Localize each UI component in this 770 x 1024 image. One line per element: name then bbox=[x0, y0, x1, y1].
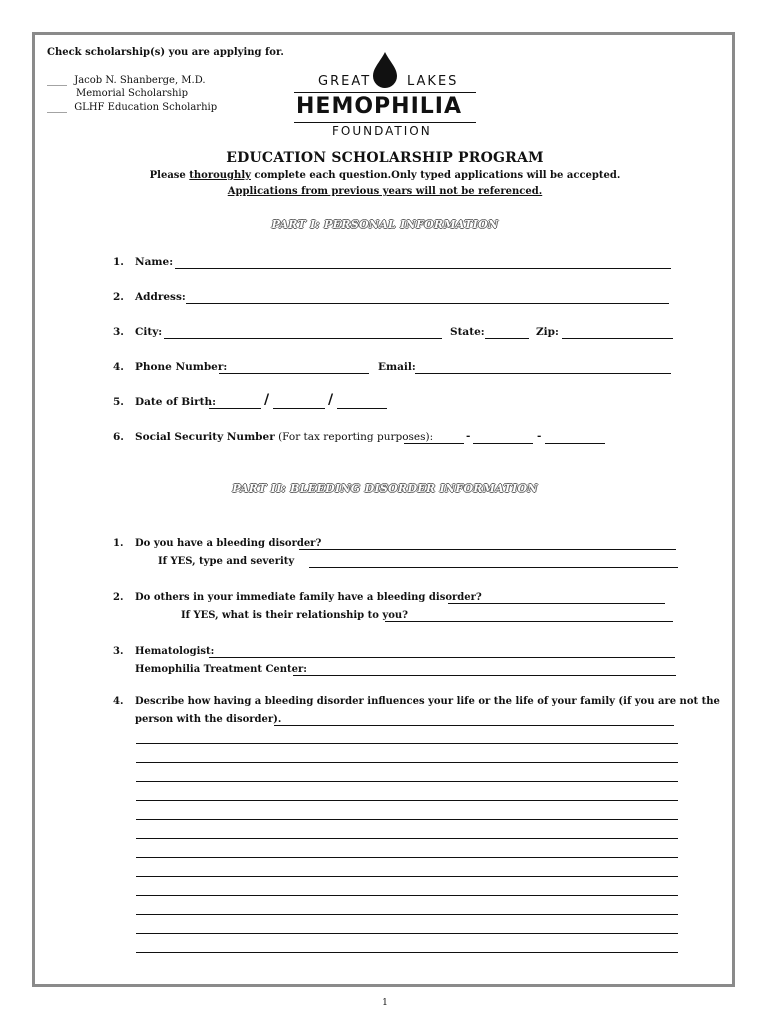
email-label: Email: bbox=[378, 361, 416, 373]
p2-q4-line2: person with the disorder). bbox=[135, 714, 282, 725]
instructions-line-1 bbox=[0, 170, 770, 181]
answer-line[interactable] bbox=[136, 838, 678, 839]
state-field[interactable] bbox=[485, 338, 529, 339]
question-number: 2. bbox=[113, 291, 124, 303]
field-label: Name: bbox=[135, 256, 174, 268]
logo-rule-top bbox=[294, 92, 476, 93]
field-label: Hematologist: bbox=[135, 646, 215, 657]
q3-city-row bbox=[113, 326, 162, 338]
page-number: 1 bbox=[382, 998, 388, 1008]
field-label: Phone Number: bbox=[135, 361, 228, 373]
logo-word-foundation: FOUNDATION bbox=[332, 124, 432, 138]
p2-q3-row bbox=[113, 646, 214, 657]
answer-line[interactable] bbox=[136, 857, 678, 858]
p2-q1-sub-label: If YES, type and severity bbox=[158, 556, 295, 567]
question-number: 4. bbox=[113, 361, 124, 373]
instructions-text: complete each question.Only typed applications will be accepted. bbox=[250, 170, 621, 181]
dob-year-field[interactable] bbox=[337, 408, 387, 409]
hematologist-field[interactable] bbox=[209, 657, 675, 658]
scholarship-option-shanberge[interactable] bbox=[47, 75, 206, 86]
ssn-separator: - bbox=[466, 430, 471, 442]
logo-rule-bottom bbox=[294, 122, 476, 123]
q5-dob-row bbox=[113, 396, 216, 408]
instructions-line-2: Applications from previous years will not be referenced. bbox=[227, 186, 543, 197]
answer-line[interactable] bbox=[136, 743, 678, 744]
address-field[interactable] bbox=[186, 303, 669, 304]
scholarship-option-glhf[interactable] bbox=[47, 102, 217, 113]
p2-q3-sub-label: Hemophilia Treatment Center: bbox=[135, 664, 307, 675]
field-label: Describe how having a bleeding disorder influences your life or the life of your family (if you are not the bbox=[135, 696, 720, 707]
part1-heading: PART I: PERSONAL INFORMATION bbox=[271, 218, 499, 231]
dob-month-field[interactable] bbox=[209, 408, 261, 409]
p2-q2-sub-label: If YES, what is their relationship to you? bbox=[181, 610, 409, 621]
q4-phone-row bbox=[113, 361, 227, 373]
question-number: 5. bbox=[113, 396, 124, 408]
field-note: (For tax reporting purposes): bbox=[274, 431, 434, 443]
answer-line[interactable] bbox=[136, 895, 678, 896]
ssn-separator: - bbox=[537, 430, 542, 442]
foundation-logo bbox=[292, 50, 478, 142]
ssn-part3-field[interactable] bbox=[545, 443, 605, 444]
description-first-line[interactable] bbox=[274, 725, 674, 726]
part2-heading: PART II: BLEEDING DISORDER INFORMATION bbox=[232, 482, 538, 495]
answer-line[interactable] bbox=[136, 952, 678, 953]
logo-word-great: GREAT bbox=[318, 74, 372, 89]
p2-q2-row bbox=[113, 592, 482, 603]
treatment-center-field[interactable] bbox=[293, 675, 676, 676]
option-label: Jacob N. Shanberge, M.D. bbox=[74, 75, 206, 86]
q2-address-row bbox=[113, 291, 186, 303]
answer-line[interactable] bbox=[136, 876, 678, 877]
option-label-continued: Memorial Scholarship bbox=[76, 88, 189, 99]
blood-drop-icon bbox=[368, 50, 402, 90]
p2-q1-row bbox=[113, 538, 321, 549]
option-label: GLHF Education Scholarhip bbox=[74, 102, 218, 113]
relationship-field[interactable] bbox=[385, 621, 673, 622]
dob-separator: / bbox=[328, 392, 334, 408]
answer-line[interactable] bbox=[136, 914, 678, 915]
instructions-emphasis: thoroughly bbox=[189, 170, 251, 181]
answer-line[interactable] bbox=[136, 800, 678, 801]
dob-day-field[interactable] bbox=[273, 408, 325, 409]
state-label: State: bbox=[450, 326, 485, 338]
name-field[interactable] bbox=[175, 268, 671, 269]
question-number: 3. bbox=[113, 326, 124, 338]
field-label: Address: bbox=[135, 291, 186, 303]
question-number: 3. bbox=[113, 646, 124, 657]
bleeding-disorder-field[interactable] bbox=[299, 549, 676, 550]
answer-line[interactable] bbox=[136, 933, 678, 934]
instructions-text: Please bbox=[149, 170, 190, 181]
question-number: 6. bbox=[113, 431, 124, 443]
q6-ssn-row bbox=[113, 431, 433, 443]
page-title: EDUCATION SCHOLARSHIP PROGRAM bbox=[226, 150, 544, 166]
question-number: 1. bbox=[113, 256, 124, 268]
scholarship-check-label: Check scholarship(s) you are applying for. bbox=[47, 47, 284, 58]
question-number: 2. bbox=[113, 592, 124, 603]
question-number: 1. bbox=[113, 538, 124, 549]
field-label: City: bbox=[135, 326, 163, 338]
email-field[interactable] bbox=[415, 373, 671, 374]
city-field[interactable] bbox=[164, 338, 442, 339]
zip-field[interactable] bbox=[562, 338, 673, 339]
answer-line[interactable] bbox=[136, 781, 678, 782]
field-label: Do you have a bleeding disorder? bbox=[135, 538, 322, 549]
zip-label: Zip: bbox=[536, 326, 559, 338]
logo-word-lakes: LAKES bbox=[407, 74, 459, 89]
ssn-part2-field[interactable] bbox=[473, 443, 533, 444]
field-label: Social Security Number bbox=[135, 431, 275, 443]
p2-q4-row bbox=[113, 696, 720, 707]
logo-word-hemophilia: HEMOPHILIA bbox=[296, 94, 462, 119]
phone-field[interactable] bbox=[219, 373, 369, 374]
ssn-part1-field[interactable] bbox=[404, 443, 464, 444]
type-severity-field[interactable] bbox=[309, 567, 678, 568]
q1-name-row bbox=[113, 256, 173, 268]
question-number: 4. bbox=[113, 696, 124, 707]
answer-line[interactable] bbox=[136, 762, 678, 763]
option-blank: ____ bbox=[47, 75, 67, 86]
option-blank: ____ bbox=[47, 102, 67, 113]
dob-separator: / bbox=[264, 392, 270, 408]
field-label: Date of Birth: bbox=[135, 396, 217, 408]
answer-line[interactable] bbox=[136, 819, 678, 820]
field-label: Do others in your immediate family have a bleeding disorder? bbox=[135, 592, 482, 603]
family-disorder-field[interactable] bbox=[448, 603, 665, 604]
